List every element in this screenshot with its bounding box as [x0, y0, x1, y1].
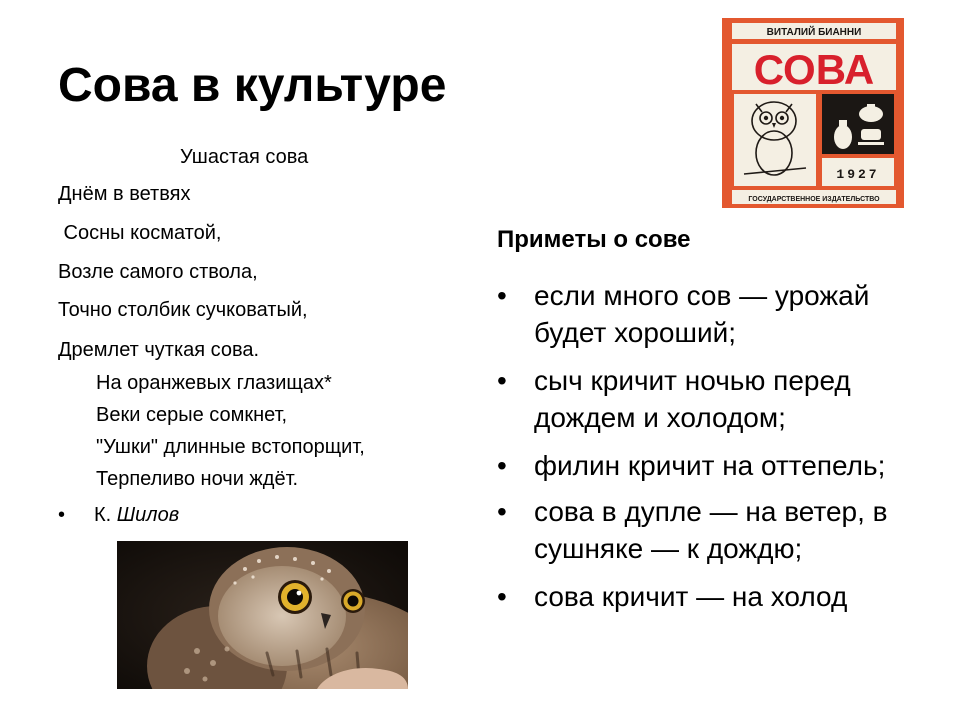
- poem-line: Возле самого ствола,: [58, 261, 258, 283]
- poem-line: Точно столбик сучковатый,: [58, 299, 308, 321]
- bullet-icon: •: [497, 496, 507, 527]
- poem-heading: Ушастая сова: [180, 146, 309, 168]
- author-surname: Шилов: [116, 504, 180, 526]
- book-cover: [722, 18, 904, 208]
- book-author: ВИТАЛИЙ БИАННИ: [766, 27, 862, 38]
- poem-line: Днём в ветвях: [58, 183, 191, 205]
- poem-indented-line: На оранжевых глазищах*: [96, 372, 332, 394]
- book-publisher: ГОСУДАРСТВЕННОЕ ИЗДАТЕЛЬСТВО: [748, 196, 880, 203]
- author-initial: К.: [94, 504, 117, 526]
- poem-line: Сосны косматой,: [58, 222, 222, 244]
- bullet-icon: •: [497, 581, 507, 612]
- poem-indented-line: "Ушки" длинные встопорщит,: [96, 436, 365, 458]
- bullet-icon: •: [58, 504, 66, 526]
- sign-text: сыч кричит ночью перед дождем и холодом;: [534, 365, 851, 433]
- sign-text: сова кричит — на холод: [534, 581, 848, 612]
- bullet-icon: •: [497, 450, 507, 481]
- sign-text: филин кричит на оттепель;: [534, 450, 886, 481]
- poem-indented-line: Терпеливо ночи ждёт.: [96, 468, 299, 490]
- book-cover-art: [722, 18, 904, 208]
- poem-line: Дремлет чуткая сова.: [58, 339, 260, 361]
- sign-text: сова в дупле — на ветер, в сушняке — к дождю;: [534, 496, 888, 564]
- book-title: СОВА: [753, 46, 875, 93]
- book-year: 1927: [836, 167, 880, 182]
- sign-text: если много сов — урожай будет хороший;: [534, 280, 870, 348]
- bullet-icon: •: [497, 365, 507, 396]
- owl-photo: [117, 541, 408, 689]
- bullet-icon: •: [497, 280, 507, 311]
- owl-photo-image: [117, 541, 408, 689]
- slide-title: Сова в культуре: [58, 59, 447, 112]
- poem-indented-line: Веки серые сомкнет,: [96, 404, 288, 426]
- signs-heading: Приметы о сове: [497, 226, 691, 253]
